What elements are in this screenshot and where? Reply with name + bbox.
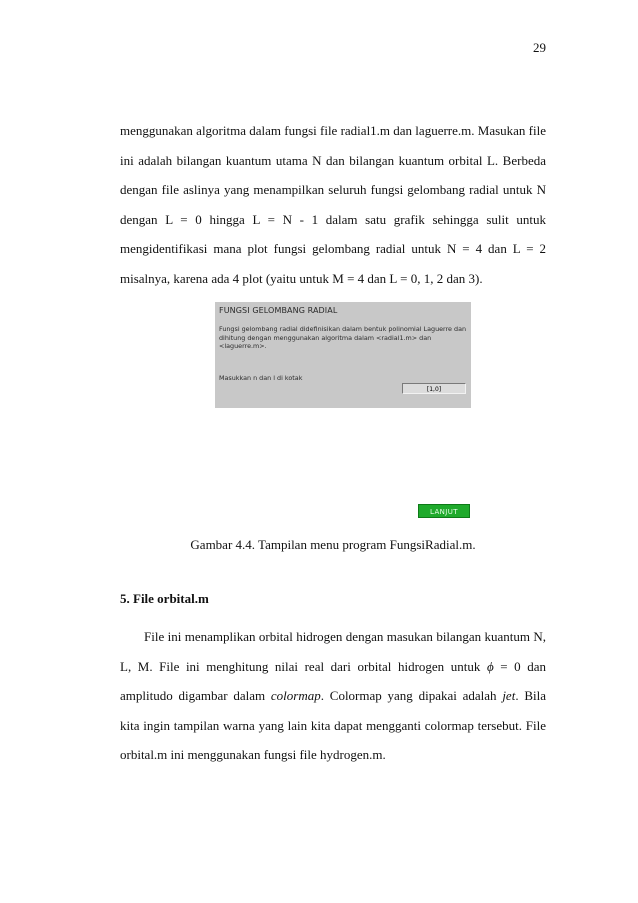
window-description: Fungsi gelombang radial didefinisikan dalam bentuk polinomial Laguerre dan dihitung dengan menggunakan algoritma dalam <radial1.m> dan <laguerre.m>. bbox=[219, 325, 467, 351]
program-window-panel bbox=[215, 302, 471, 408]
phi-symbol: ϕ bbox=[486, 658, 494, 674]
window-title: FUNGSI GELOMBANG RADIAL bbox=[219, 306, 338, 315]
colormap-term: colormap bbox=[270, 688, 321, 703]
page-number: 29 bbox=[533, 40, 546, 55]
program-screenshot bbox=[215, 302, 471, 522]
paragraph-orbital-text-3: . Colormap yang dipakai adalah bbox=[320, 688, 503, 703]
section-heading: 5. File orbital.m bbox=[120, 591, 209, 606]
paragraph-intro: menggunakan algoritma dalam fungsi file radial1.m dan laguerre.m. Masukan file ini adalah bilangan kuantum utama N dan bilangan kuantum orbital L. Berbeda dengan file aslinya yang menampilkan seluruh fungsi gelombang radial untuk N dengan L = 0 hingga L = N - 1 dalam satu grafik sehingga sulit untuk mengidentifikasi mana plot fungsi gelombang radial untuk N = 4 dan L = 2 misalnya, karena ada 4 plot (yaitu untuk M = 4 dan L = 0, 1, 2 dan 3). bbox=[120, 123, 546, 286]
input-prompt-label: Masukkan n dan l di kotak bbox=[219, 374, 303, 382]
jet-term: jet bbox=[502, 688, 516, 703]
n-l-input-field[interactable]: [1,0] bbox=[402, 383, 466, 394]
paragraph-orbital-text-4: . Bila kita ingin tampilan warna yang lain kita dapat mengganti colormap tersebut. File orbital.m ini menggunakan fungsi file hydrogen.m. bbox=[120, 688, 546, 762]
paragraph-orbital-text-1: File ini menamplikan orbital hidrogen dengan masukan bilangan kuantum N, L, M. File ini menghitung nilai real dari orbital hidrogen untuk bbox=[120, 629, 546, 674]
lanjut-button[interactable]: LANJUT bbox=[418, 504, 470, 518]
figure-caption: Gambar 4.4. Tampilan menu program FungsiRadial.m. bbox=[190, 537, 476, 552]
paragraph-orbital-text-2: = 0 dan amplitudo digambar dalam bbox=[120, 658, 546, 703]
paragraph-orbital bbox=[120, 622, 546, 770]
